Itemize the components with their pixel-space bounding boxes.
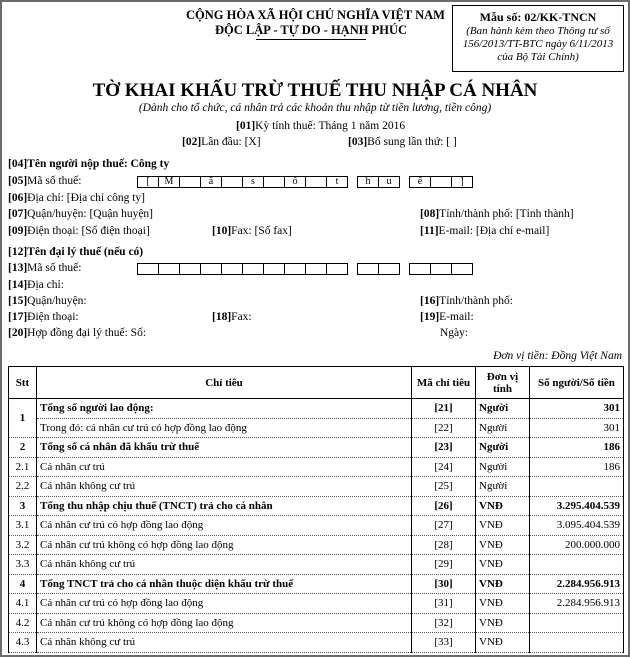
table-row [9,418,624,438]
row-unit: VNĐ [476,574,530,594]
row-code: [26] [412,496,476,516]
row-value[interactable]: 186 [530,457,624,477]
row-stt: 4.3 [9,633,37,653]
agent-tax-id-box [409,263,431,275]
row-item: Tổng số người lao động: [37,399,412,419]
row-code: [22] [412,418,476,438]
row-item: Tổng số cá nhân đã khấu trừ thuế [37,438,412,458]
col-header-item: Chỉ tiêu [37,367,412,399]
row-value[interactable]: 200.000.000 [530,535,624,555]
agent-tax-id-box [326,263,348,275]
col-header-unit: Đơn vị tính [476,367,530,399]
row-item: Cá nhân cư trú [37,457,412,477]
row-code: [24] [412,457,476,477]
tax-id-box [221,176,243,188]
table-row [9,633,624,653]
tax-id-box [263,176,285,188]
row-unit: Người [476,477,530,497]
taxpayer-name: [04]Tên người nộp thuế: Công ty [8,158,170,170]
row-unit: VNĐ [476,613,530,633]
agent-name: [12]Tên đại lý thuế (nếu có) [8,246,144,258]
row-code: [30] [412,574,476,594]
row-code: [27] [412,516,476,536]
agent-tax-id-box [221,263,243,275]
agent-tax-id-box [137,263,159,275]
agent-contract-date: Ngày: [440,327,469,339]
tax-id-box: s [242,176,264,188]
row-unit: VNĐ [476,535,530,555]
taxpayer-tax-id-boxes[interactable] [137,176,472,188]
col-header-stt: Stt [9,367,37,399]
row-item: Tổng thu nhập chịu thuế (TNCT) trả cho cá nhân [37,496,412,516]
row-item: Cá nhân cư trú không có hợp đồng lao động [37,613,412,633]
row-item: Cá nhân cư trú không có hợp đồng lao động [37,535,412,555]
row-code: [23] [412,438,476,458]
taxpayer-address: [06]Địa chỉ: [Địa chỉ công ty] [8,192,146,204]
row-item: Cá nhân không cư trú [37,477,412,497]
tax-id-box: ố [284,176,306,188]
row-code: [21] [412,399,476,419]
agent-contract: [20]Hợp đồng đại lý thuế: Số: [8,327,147,339]
row-item: Cá nhân cư trú có hợp đồng lao động [37,594,412,614]
table-row [9,457,624,477]
row-unit: VNĐ [476,633,530,653]
table-row [9,516,624,536]
agent-tax-id-box [451,263,473,275]
taxpayer-tax-id-label: [05]Mã số thuế: [8,175,82,187]
tax-id-box: h [357,176,379,188]
supplement-declaration: [03]Bổ sung lần thứ: [ ] [348,136,457,148]
row-stt: 4.2 [9,613,37,633]
tax-id-box: ã [200,176,222,188]
agent-tax-id-box [200,263,222,275]
col-header-code: Mã chỉ tiêu [412,367,476,399]
nation-motto: ĐỘC LẬP - TỰ DO - HẠNH PHÚC [214,23,407,37]
agent-province: [16]Tỉnh/thành phố: [420,295,513,307]
table-row [9,535,624,555]
row-stt: 2.1 [9,457,37,477]
nation-title: CỘNG HÒA XÃ HỘI CHỦ NGHĨA VIỆT NAM [186,8,445,22]
first-time-declaration: [02]Lần đầu: [X] [182,136,261,148]
tax-id-box: M [158,176,180,188]
tax-id-box [179,176,201,188]
row-value[interactable] [530,477,624,497]
row-value[interactable]: 3.095.404.539 [530,516,624,536]
agent-tax-id-box [179,263,201,275]
tax-id-box: ế [409,176,431,188]
table-row [9,496,624,516]
row-code: [29] [412,555,476,575]
row-code: [31] [412,594,476,614]
row-stt: 2.2 [9,477,37,497]
taxpayer-province: [08]Tỉnh/thành phố: [Tỉnh thành] [420,208,574,220]
table-row [9,477,624,497]
table-header-row [9,367,624,399]
row-value[interactable]: 2.284.956.913 [530,594,624,614]
row-item: Tổng TNCT trả cho cá nhân thuộc diện khấu trừ thuế [37,574,412,594]
col-header-value: Số người/Số tiền [530,367,624,399]
row-value[interactable]: 186 [530,438,624,458]
agent-tax-id-box [378,263,400,275]
row-code: [32] [412,613,476,633]
row-value[interactable] [530,633,624,653]
taxpayer-email: [11]E-mail: [Địa chỉ e-mail] [420,225,550,237]
row-item: Trong đó: cá nhân cư trú có hợp đồng lao động [37,418,412,438]
row-unit: Người [476,418,530,438]
agent-tax-id-box [430,263,452,275]
row-code: [28] [412,535,476,555]
row-value[interactable]: 2.284.956.913 [530,574,624,594]
tax-id-box: ] [451,176,473,188]
row-item: Cá nhân không cư trú [37,555,412,575]
form-number: Mẫu số: 02/KK-TNCN [479,10,597,24]
agent-tax-id-boxes[interactable] [137,263,472,275]
agent-fax: [18]Fax: [212,311,252,323]
row-unit: Người [476,457,530,477]
form-number-box [452,5,624,72]
row-unit: VNĐ [476,594,530,614]
table-row [9,574,624,594]
tax-id-box [430,176,452,188]
agent-tax-id-box [263,263,285,275]
row-item: Cá nhân cư trú có hợp đồng lao động [37,516,412,536]
row-stt: 3.3 [9,555,37,575]
agent-tax-id-label: [13]Mã số thuế: [8,262,82,274]
row-unit: Người [476,438,530,458]
row-unit: Người [476,399,530,419]
row-stt: 3 [9,496,37,516]
table-row [9,399,624,419]
row-unit: VNĐ [476,496,530,516]
row-code: [25] [412,477,476,497]
table-row [9,555,624,575]
row-value[interactable]: 3.295.404.539 [530,496,624,516]
row-code: [33] [412,633,476,653]
row-stt: 3.1 [9,516,37,536]
row-value[interactable] [530,555,624,575]
row-stt: 3.2 [9,535,37,555]
agent-district: [15]Quận/huyện: [8,295,87,307]
agent-email: [19]E-mail: [420,311,474,323]
agent-address: [14]Địa chỉ: [8,279,64,291]
form-subtitle: (Dành cho tổ chức, cá nhân trả các khoản thu nhập từ tiền lương, tiền công) [138,102,492,114]
row-value[interactable]: 301 [530,418,624,438]
taxpayer-district: [07]Quận/huyện: [Quận huyện] [8,208,153,220]
row-unit: VNĐ [476,516,530,536]
row-item: Cá nhân không cư trú [37,633,412,653]
tax-id-box: [ [137,176,159,188]
tax-period: [01]Kỳ tính thuế: Tháng 1 năm 2016 [236,120,406,132]
row-value[interactable]: 301 [530,399,624,419]
row-stt: 4.1 [9,594,37,614]
agent-tax-id-box [357,263,379,275]
agent-tax-id-box [305,263,327,275]
tax-id-box [305,176,327,188]
tax-id-box: u [378,176,400,188]
currency-note: Đơn vị tiền: Đồng Việt Nam [493,350,622,362]
motto-underline [256,39,366,40]
agent-tax-id-box [158,263,180,275]
table-row [9,613,624,633]
row-stt: 4 [9,574,37,594]
table-row [9,594,624,614]
agent-tax-id-box [284,263,306,275]
taxpayer-phone: [09]Điện thoại: [Số điện thoại] [8,225,150,237]
taxpayer-fax: [10]Fax: [Số fax] [212,225,292,237]
tax-table [8,366,624,653]
row-unit: VNĐ [476,555,530,575]
agent-tax-id-box [242,263,264,275]
row-stt: 1 [9,399,37,438]
row-stt: 2 [9,438,37,458]
table-row [9,438,624,458]
row-value[interactable] [530,613,624,633]
form-note: (Ban hành kèm theo Thông tư số 156/2013/TT-BTC ngày 6/11/2013 của Bộ Tài Chính) [462,25,614,63]
tax-id-box: t [326,176,348,188]
form-title: TỜ KHAI KHẤU TRỪ THUẾ THU NHẬP CÁ NHÂN [92,80,538,101]
agent-phone: [17]Điện thoại: [8,311,79,323]
